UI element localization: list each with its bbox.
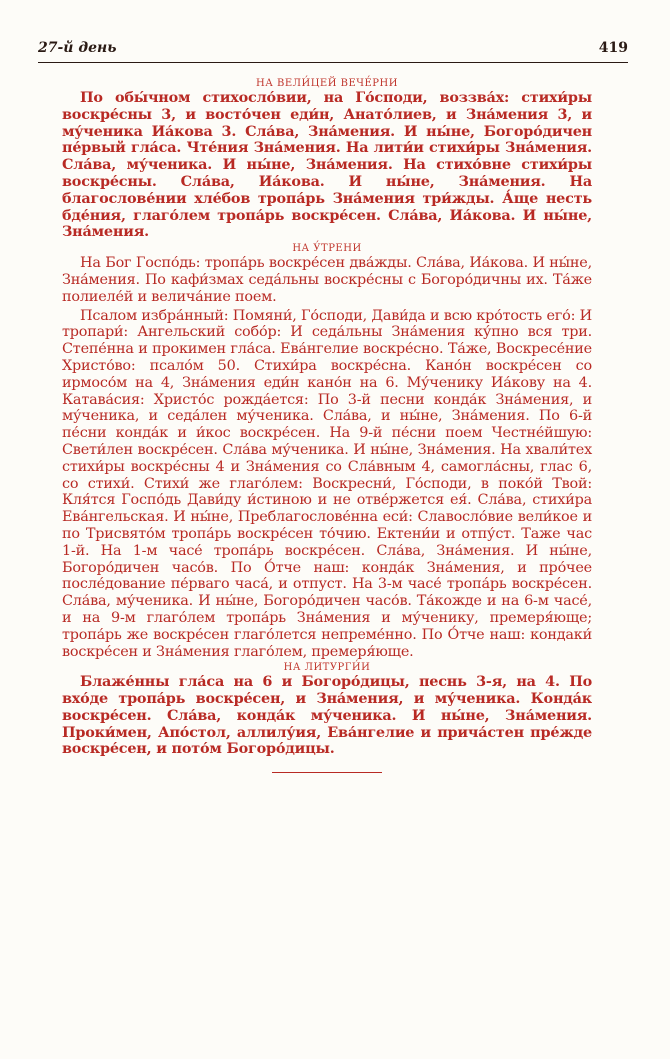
section-title-matins: НА У́ТРЕНИ xyxy=(292,243,362,255)
vespers-paragraph: По обы́чном стихосло́вии, на Го́споди, воззва́х: стихи́ры воскре́сны 3, и восто́чен еди́н, Анато́лиев, и Зна́мения 3, и му́ченика Иа́кова 3. Сла́ва, Зна́мения. И ны́не, Богоро́дичен пе́рвый гла́са. Чте́ния Зна́мения. На лити́и стихи́ры Зна́мения. Сла́ва, му́ченика. И ны́не, Зна́мения. На стихо́вне стихи́ры воскре́сны. Сла́ва, Иа́кова. И ны́не, Зна́мения. На благослове́нии хле́бов тропа́рь Зна́мения три́жды. А́ще несть бде́ния, глаго́лем тропа́рь воскре́сен. Сла́ва, Иа́кова. И ны́не, Зна́мения. xyxy=(62,89,592,241)
header-rule xyxy=(38,62,628,63)
section-title-vespers: НА ВЕЛИ́ЦЕЙ ВЕЧЕ́РНИ xyxy=(256,78,398,89)
liturgy-paragraph: Блаже́нны гла́са на 6 и Богоро́дицы, песнь 3-я, на 4. По вхо́де тропа́рь воскре́сен, и Зна́мения, и му́ченика. Конда́к воскре́сен. Сла́ва, конда́к му́ченика. И ны́не, Зна́мения. Проки́мен, Апо́стол, аллилу́ия, Ева́нгелие и прича́стен пре́жде воскре́сен, и пото́м Богоро́дицы. xyxy=(62,673,592,758)
page-number: 419 xyxy=(598,40,628,56)
matins-paragraph-1: На Бог Госпо́дь: тропа́рь воскре́сен два́жды. Сла́ва, Иа́кова. И ны́не, Зна́мения. По кафи́змах седа́льны воскре́сны с Богоро́дичны их. Та́же полиеле́й и велича́ние поем. xyxy=(62,255,592,305)
page-content xyxy=(62,76,592,773)
section-title-liturgy: НА ЛИТУРГИ́И xyxy=(283,662,371,674)
matins-paragraph-2: Псалом избра́нный: Помяни́, Го́споди, Дави́да и всю кро́тость его́: И тропари́: Ангельский собо́р: И седа́льны Зна́мения ку́пно вся три. Степе́нна и прокимен гла́са. Ева́нгелие воскре́сно. Та́же, Воскресе́ние Христо́во: псало́м 50. Стихи́ра воскре́сна. Кано́н воскре́сен со ирмосо́м на 4, Зна́мения еди́н кано́н на 6. Му́ченику Иа́кову на 4. Катава́сия: Христо́с рожда́ется: По 3-й песни конда́к Зна́мения, и му́ченика, и седа́лен му́ченика. Сла́ва, и ны́не, Зна́мения. По 6-й пе́сни конда́к и и́кос воскре́сен. На 9-й пе́сни поем Честне́йшую: Свети́лен воскре́сен. Сла́ва му́ченика. И ны́не, Зна́мения. На хвали́тех стихи́ры воскре́сны 4 и Зна́мения со Сла́вным 4, самогла́сны, глас 6, со стихи́. Стихи́ же глаго́лем: Воскресни́, Го́споди, в поко́й Твой: Кля́тся Госпо́дь Дави́ду и́стиною и не отве́ржется ея́. Сла́ва, стихи́ра Ева́нгельская. И ны́не, Преблагослове́нна еси́: Славосло́вие вели́кое и по Трисвято́м тропа́рь воскре́сен то́чию. Ектени́и и отпу́ст. Таже час 1-й. На 1-м часе́ тропа́рь воскре́сен. Сла́ва, Зна́мения. И ны́не, Богоро́дичен часо́в. По О́тче наш: конда́к Зна́мения, и про́чее после́дование пе́рваго часа́, и отпуст. На 3-м часе́ тропа́рь воскре́сен. Сла́ва, му́ченика. И ны́не, Богоро́дичен часо́в. Та́кожде и на 6-м часе́, и на 9-м глаго́лем тропа́рь Зна́мения и му́ченику, премеря́юще; тропа́рь же воскре́сен глаго́лется непреме́нно. По О́тче наш: кондаки́ воскре́сен и Зна́мения глаго́лем, премеря́юще. xyxy=(62,307,592,660)
running-title: 27-й день xyxy=(38,40,117,56)
page-header xyxy=(38,40,628,62)
end-rule xyxy=(272,772,382,773)
